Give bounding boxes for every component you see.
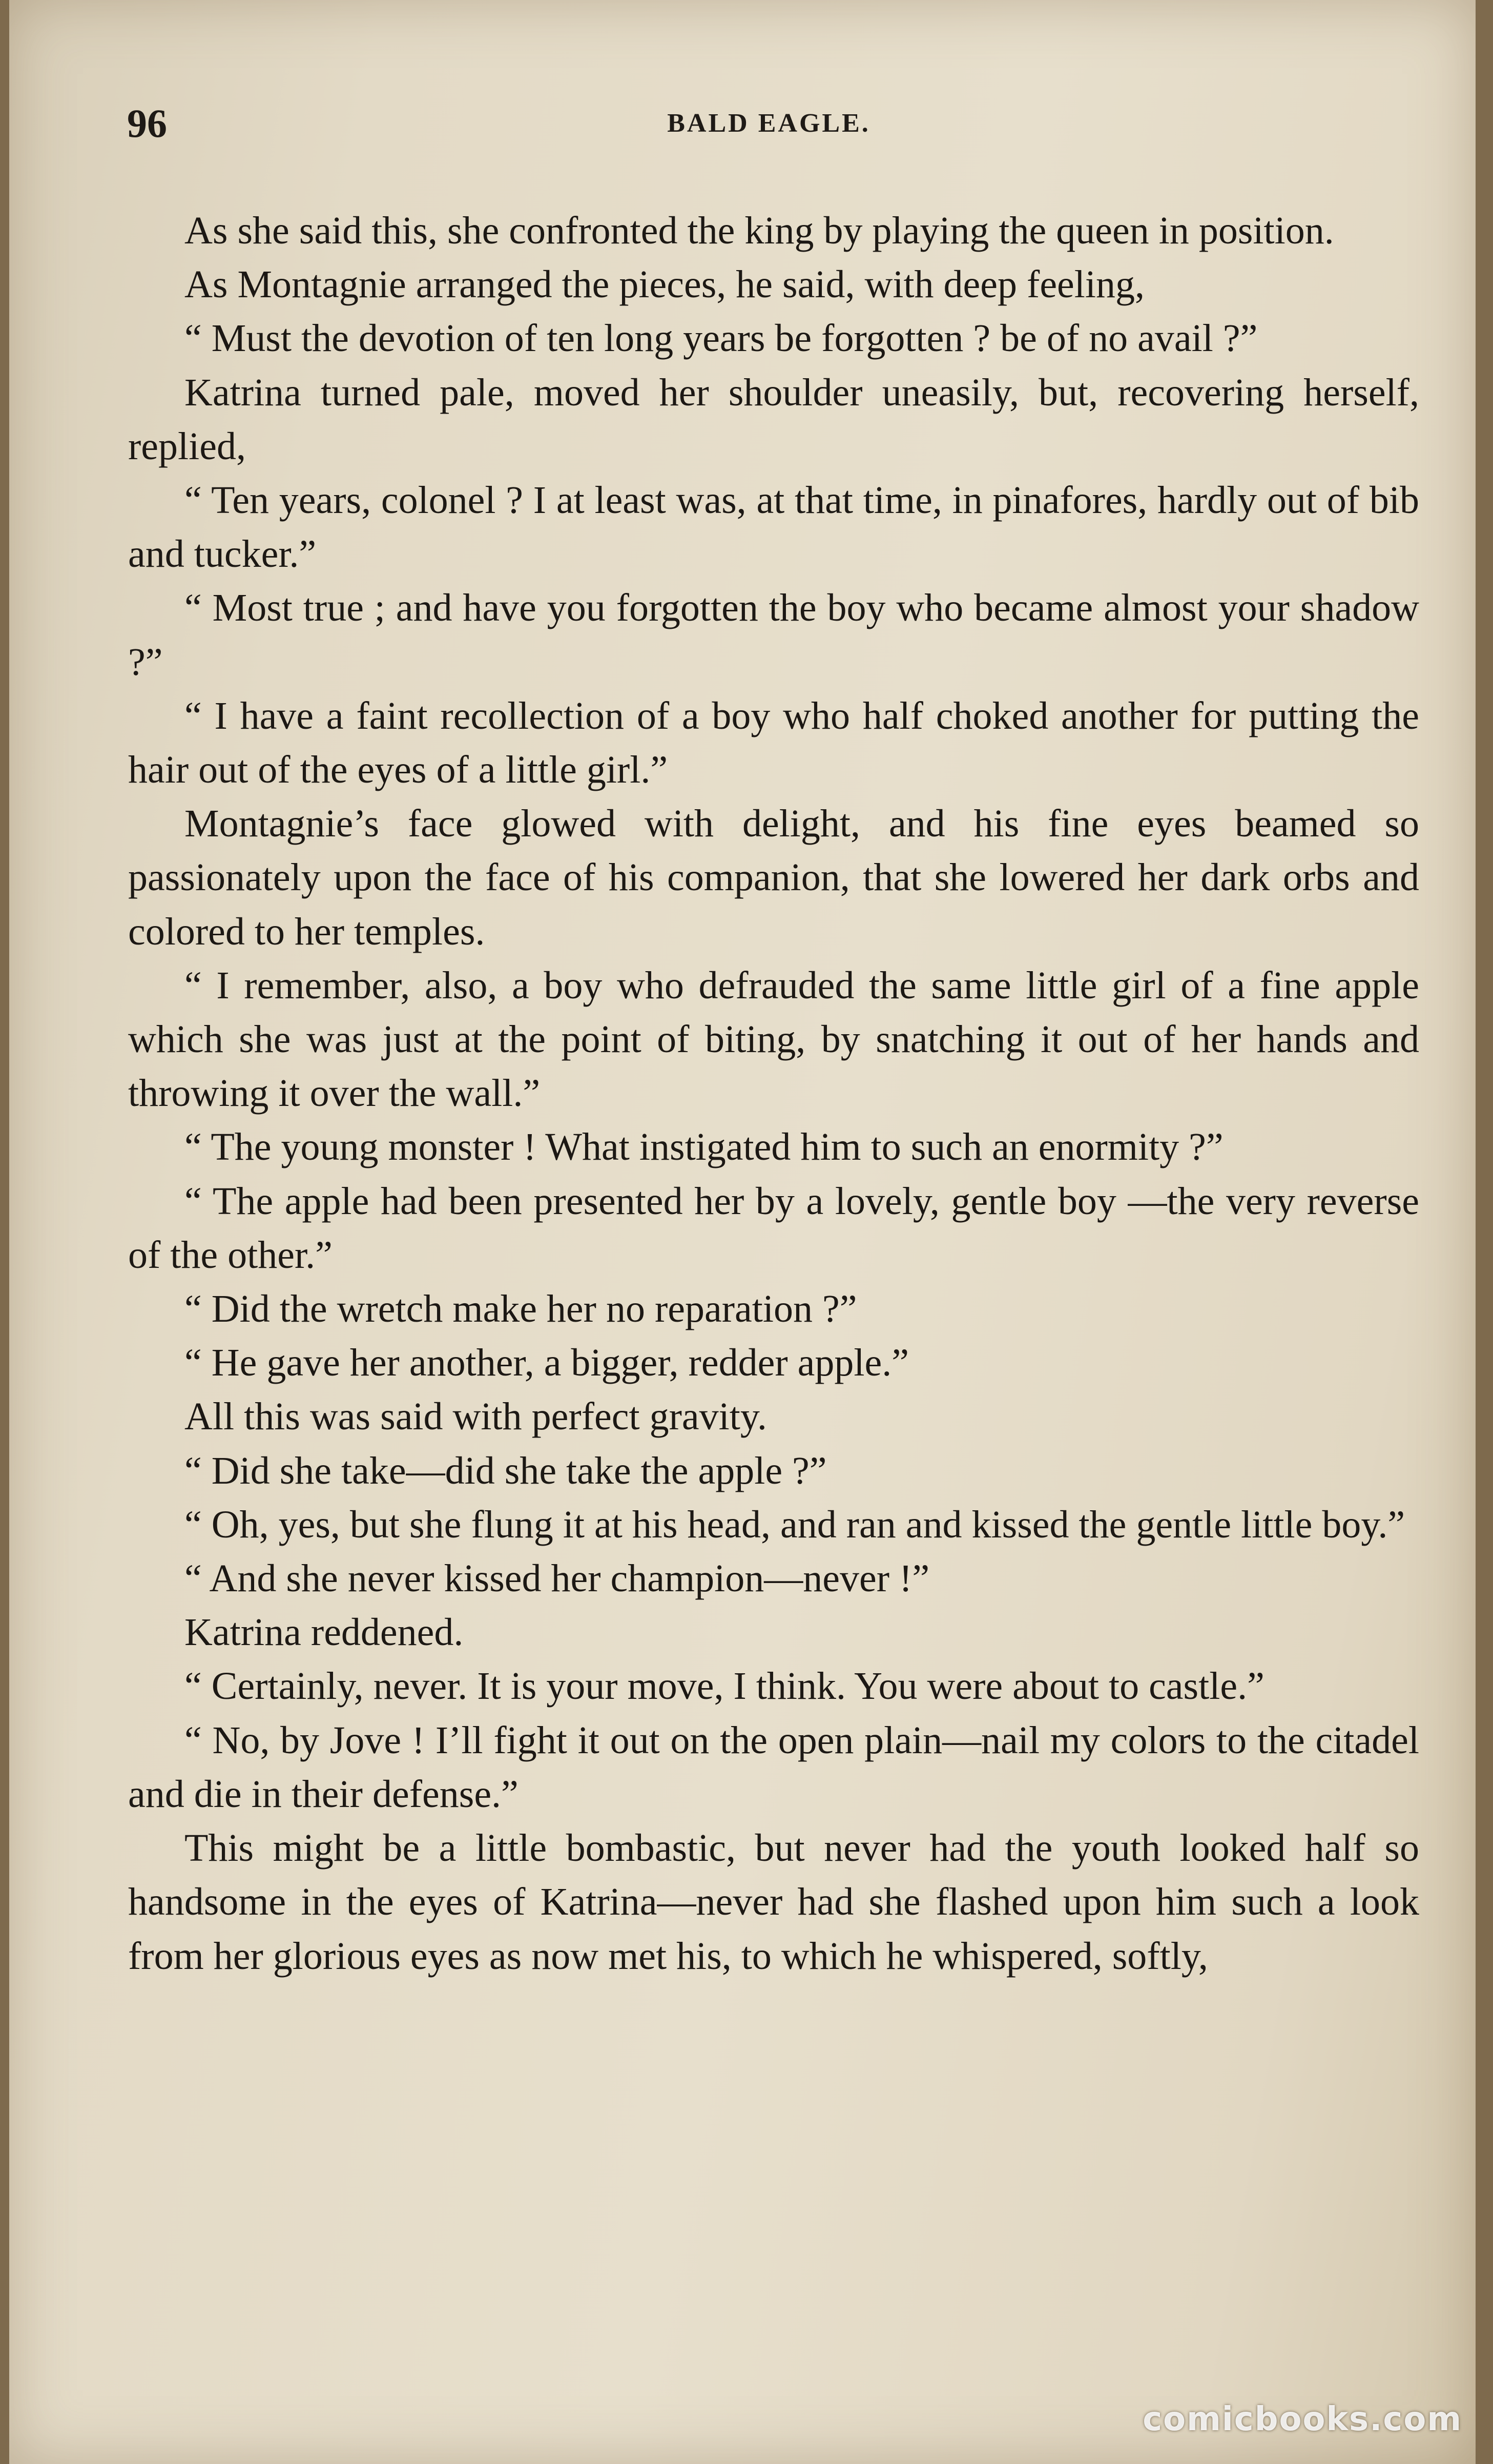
paragraph: “ Oh, yes, but she flung it at his head, and ran and kissed the gentle little boy.” — [184, 1503, 1405, 1546]
paragraph: As she said this, she confronted the king by playing the queen in position. — [184, 209, 1334, 252]
paragraph: “ He gave her another, a bigger, redder apple.” — [184, 1341, 909, 1385]
paragraph: “ Ten years, colonel ? I at least was, at that time, in pinafores, hardly out of bib and tucker.” — [128, 479, 1419, 576]
site-watermark: comicbooks.com — [1143, 2400, 1462, 2438]
paragraph: “ Certainly, never. It is your move, I think. You were about to castle.” — [184, 1665, 1264, 1708]
paragraph: “ No, by Jove ! I’ll fight it out on the open plain—nail my colors to the citadel and die in their defense.” — [128, 1718, 1419, 1816]
paragraph: “ Did the wretch make her no reparation ?” — [184, 1287, 857, 1331]
paragraph: “ The young monster ! What instigated him to such an enormity ?” — [184, 1125, 1224, 1169]
paragraph: Katrina reddened. — [184, 1611, 464, 1654]
book-page — [9, 0, 1476, 2464]
paragraph: Montagnie’s face glowed with delight, and his fine eyes beamed so passionately upon the face of his companion, that she lowered her dark orbs and colored to her temples. — [128, 802, 1419, 953]
paragraph: “ I have a faint recollection of a boy who half choked another for putting the hair out of the eyes of a little girl.” — [128, 694, 1419, 792]
paragraph: “ Most true ; and have you forgotten the boy who became almost your shadow ?” — [128, 586, 1419, 684]
paragraph: This might be a little bombastic, but never had the youth looked half so handsome in the eyes of Katrina—never had she flashed upon him such a look from her glorious eyes as now met his, to which he whispered, softly, — [128, 1826, 1419, 1978]
paragraph: Katrina turned pale, moved her shoulder uneasily, but, recovering herself, replied, — [128, 371, 1419, 468]
paragraph: “ Must the devotion of ten long years be forgotten ? be of no avail ?” — [184, 317, 1258, 360]
paragraph: “ The apple had been presented her by a lovely, gentle boy —the very reverse of the other.” — [128, 1179, 1419, 1277]
paragraph: As Montagnie arranged the pieces, he said, with deep feeling, — [184, 263, 1145, 306]
paragraph: “ Did she take—did she take the apple ?” — [184, 1449, 827, 1492]
running-head: BALD EAGLE. — [667, 109, 870, 138]
paragraph: All this was said with perfect gravity. — [184, 1395, 767, 1439]
paragraph: “ And she never kissed her champion—never !” — [184, 1557, 930, 1600]
page-number: 96 — [127, 101, 167, 146]
body-text — [128, 204, 1419, 1983]
paragraph: “ I remember, also, a boy who defrauded the same little girl of a fine apple which she was just at the point of biting, by snatching it out of her hands and throwing it over the wall.” — [128, 963, 1419, 1115]
page-header — [127, 100, 1411, 147]
